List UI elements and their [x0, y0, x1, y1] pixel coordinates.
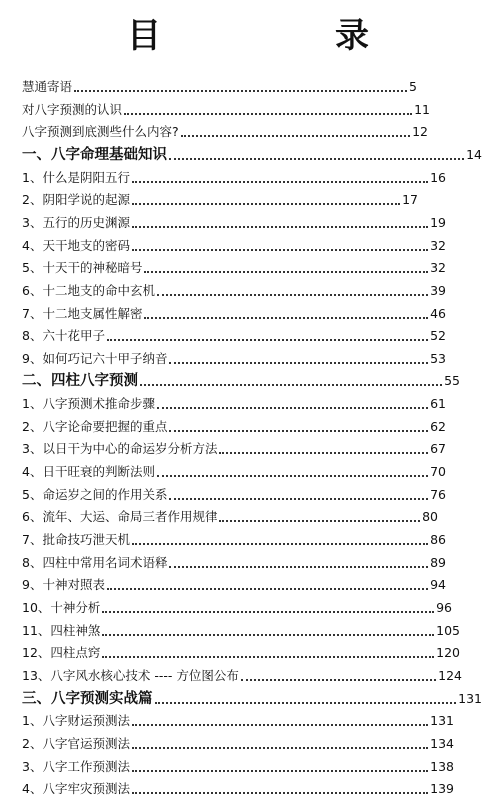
dot-leader [132, 249, 428, 251]
toc-entry-page-number: 39 [430, 282, 446, 298]
toc-entry[interactable] [22, 639, 460, 661]
page-title: 目 录 [127, 16, 439, 56]
dot-leader [241, 679, 436, 681]
dot-leader [169, 362, 428, 364]
toc-entry-page-number: 76 [430, 486, 446, 502]
toc-entry[interactable] [22, 503, 438, 525]
toc-entry-page-number: 131 [458, 690, 482, 706]
dot-leader [169, 430, 428, 432]
toc-entry-page-number: 5 [409, 79, 417, 94]
toc-entry-label: 11、四柱神煞 [22, 622, 101, 638]
dot-leader [132, 181, 428, 183]
toc-entry[interactable] [22, 96, 430, 118]
toc-entry-label: 3、五行的历史渊源 [22, 214, 130, 230]
toc-entry-label: 10、十神分析 [22, 599, 101, 615]
dot-leader [74, 90, 407, 92]
toc-entry-page-number: 105 [436, 622, 460, 638]
toc-entry-page-number: 120 [436, 645, 460, 661]
toc-entry-label: 1、什么是阴阳五行 [22, 169, 130, 185]
toc-entry[interactable] [22, 435, 446, 457]
dot-leader [155, 702, 457, 704]
toc-section-heading[interactable] [22, 685, 482, 707]
toc-entry-label: 8、四柱中常用名词术语释 [22, 554, 168, 570]
toc-entry[interactable] [22, 300, 446, 322]
dot-leader [157, 294, 428, 296]
toc-entry-label: 13、八字风水核心技术 ---- 方位图公布 [22, 667, 239, 683]
toc-entry[interactable] [22, 186, 418, 208]
toc-entry[interactable] [22, 277, 446, 299]
dot-leader [107, 588, 428, 590]
dot-leader [107, 339, 428, 341]
toc-entry[interactable] [22, 526, 446, 548]
toc-entry[interactable] [22, 549, 446, 571]
dot-leader [219, 520, 420, 522]
toc-entry-label: 5、十天干的神秘暗号 [22, 260, 143, 276]
toc-entry[interactable] [22, 164, 446, 186]
toc-entry-label: 慧通寄语 [22, 79, 73, 94]
toc-entry-label: 三、八字预测实战篇 [22, 690, 153, 707]
toc-entry-label: 6、流年、大运、命局三者作用规律 [22, 509, 218, 525]
toc-entry-page-number: 70 [430, 464, 446, 480]
toc-entry-page-number: 16 [430, 169, 446, 185]
dot-leader [132, 792, 428, 794]
toc-entry-page-number: 62 [430, 418, 446, 434]
toc-entry-page-number: 80 [422, 509, 438, 525]
toc-entry-label: 12、四柱点窍 [22, 645, 101, 661]
toc-entry-page-number: 19 [430, 214, 446, 230]
toc-entry-label: 3、以日干为中心的命运岁分析方法 [22, 441, 218, 457]
dot-leader [157, 407, 428, 409]
toc-entry[interactable] [22, 594, 452, 616]
dot-leader [102, 656, 434, 658]
toc-entry-page-number: 55 [444, 373, 460, 389]
dot-leader [144, 317, 428, 319]
toc-entry-page-number: 131 [430, 713, 454, 729]
toc-entry-page-number: 94 [430, 577, 446, 593]
toc-entry-page-number: 139 [430, 781, 454, 797]
toc-entry-label: 9、十神对照表 [22, 577, 105, 593]
toc-entry-page-number: 67 [430, 441, 446, 457]
toc-entry[interactable] [22, 209, 446, 231]
toc-entry-label: 4、八字牢灾预测法 [22, 781, 130, 797]
toc-entry-page-number: 17 [402, 192, 418, 208]
toc-entry-page-number: 53 [430, 350, 446, 366]
toc-entry-label: 八字预测到底测些什么内容? [22, 124, 179, 140]
dot-leader [144, 271, 428, 273]
dot-leader [124, 113, 412, 115]
toc-entry[interactable] [22, 73, 417, 95]
toc-entry-page-number: 52 [430, 328, 446, 344]
toc-entry-label: 二、四柱八字预测 [22, 373, 138, 390]
toc-entry[interactable] [22, 322, 446, 344]
toc-entry-label: 4、日干旺衰的判断法则 [22, 464, 155, 480]
toc-entry-page-number: 86 [430, 532, 446, 547]
toc-entry[interactable] [22, 232, 446, 254]
toc-entry-label: 一、八字命理基础知识 [22, 146, 167, 163]
toc-entry-label: 8、六十花甲子 [22, 328, 105, 344]
toc-entry-label: 9、如何巧记六十甲子纳音 [22, 350, 168, 366]
toc-entry-label: 4、天干地支的密码 [22, 237, 130, 253]
dot-leader [102, 634, 434, 636]
toc-entry[interactable] [22, 707, 454, 729]
toc-entry-page-number: 11 [414, 101, 430, 117]
toc-entry-label: 对八字预测的认识 [22, 101, 123, 117]
dot-leader [157, 475, 428, 477]
dot-leader [219, 452, 428, 454]
dot-leader [169, 498, 428, 500]
toc-entry[interactable] [22, 730, 454, 752]
toc-entry-page-number: 134 [430, 735, 454, 751]
toc-entry-label: 5、命运岁之间的作用关系 [22, 486, 168, 502]
toc-entry[interactable] [22, 662, 462, 684]
dot-leader [181, 135, 410, 137]
dot-leader [169, 158, 464, 160]
toc-entry-page-number: 32 [430, 260, 446, 276]
toc-entry-page-number: 138 [430, 758, 454, 774]
toc-entry-page-number: 124 [438, 667, 462, 683]
dot-leader [169, 566, 428, 568]
dot-leader [132, 226, 428, 228]
dot-leader [132, 724, 428, 726]
toc-entry-page-number: 89 [430, 554, 446, 570]
toc-entry-label: 6、十二地支的命中玄机 [22, 282, 155, 298]
toc-entry[interactable] [22, 617, 460, 639]
toc-entry[interactable] [22, 390, 446, 412]
toc-entry-label: 7、十二地支属性解密 [22, 305, 143, 321]
toc-entry-label: 2、阴阳学说的起源 [22, 192, 130, 208]
toc-entry[interactable] [22, 413, 446, 435]
toc-entry[interactable] [22, 571, 446, 593]
toc-entry-label: 7、批命技巧泄天机 [22, 532, 130, 547]
toc-entry[interactable] [22, 481, 446, 503]
toc-entry-label: 2、八字官运预测法 [22, 735, 130, 751]
toc-entry-page-number: 61 [430, 396, 446, 412]
toc-entry-label: 2、八字论命要把握的重点 [22, 418, 168, 434]
toc-entry-page-number: 12 [412, 124, 428, 140]
toc-section-heading[interactable] [22, 367, 460, 389]
dot-leader [132, 747, 428, 749]
dot-leader [132, 770, 428, 772]
dot-leader [140, 384, 442, 386]
toc-entry[interactable] [22, 254, 446, 276]
toc-entry-label: 1、八字预测术推命步骤 [22, 396, 155, 412]
dot-leader [102, 611, 434, 613]
toc-entry[interactable] [22, 753, 454, 775]
dot-leader [132, 543, 428, 545]
toc-entry-label: 3、八字工作预测法 [22, 758, 130, 774]
toc-entry[interactable] [22, 458, 446, 480]
toc-section-heading[interactable] [22, 141, 482, 163]
toc-entry[interactable] [22, 775, 454, 797]
toc-entry-label: 1、八字财运预测法 [22, 713, 130, 729]
dot-leader [132, 203, 400, 205]
toc-entry-page-number: 96 [436, 599, 452, 615]
toc-entry-page-number: 14 [466, 146, 482, 162]
toc-entry-page-number: 32 [430, 237, 446, 253]
toc-entry[interactable] [22, 118, 428, 140]
toc-entry-page-number: 46 [430, 305, 446, 321]
toc-entry[interactable] [22, 345, 446, 367]
